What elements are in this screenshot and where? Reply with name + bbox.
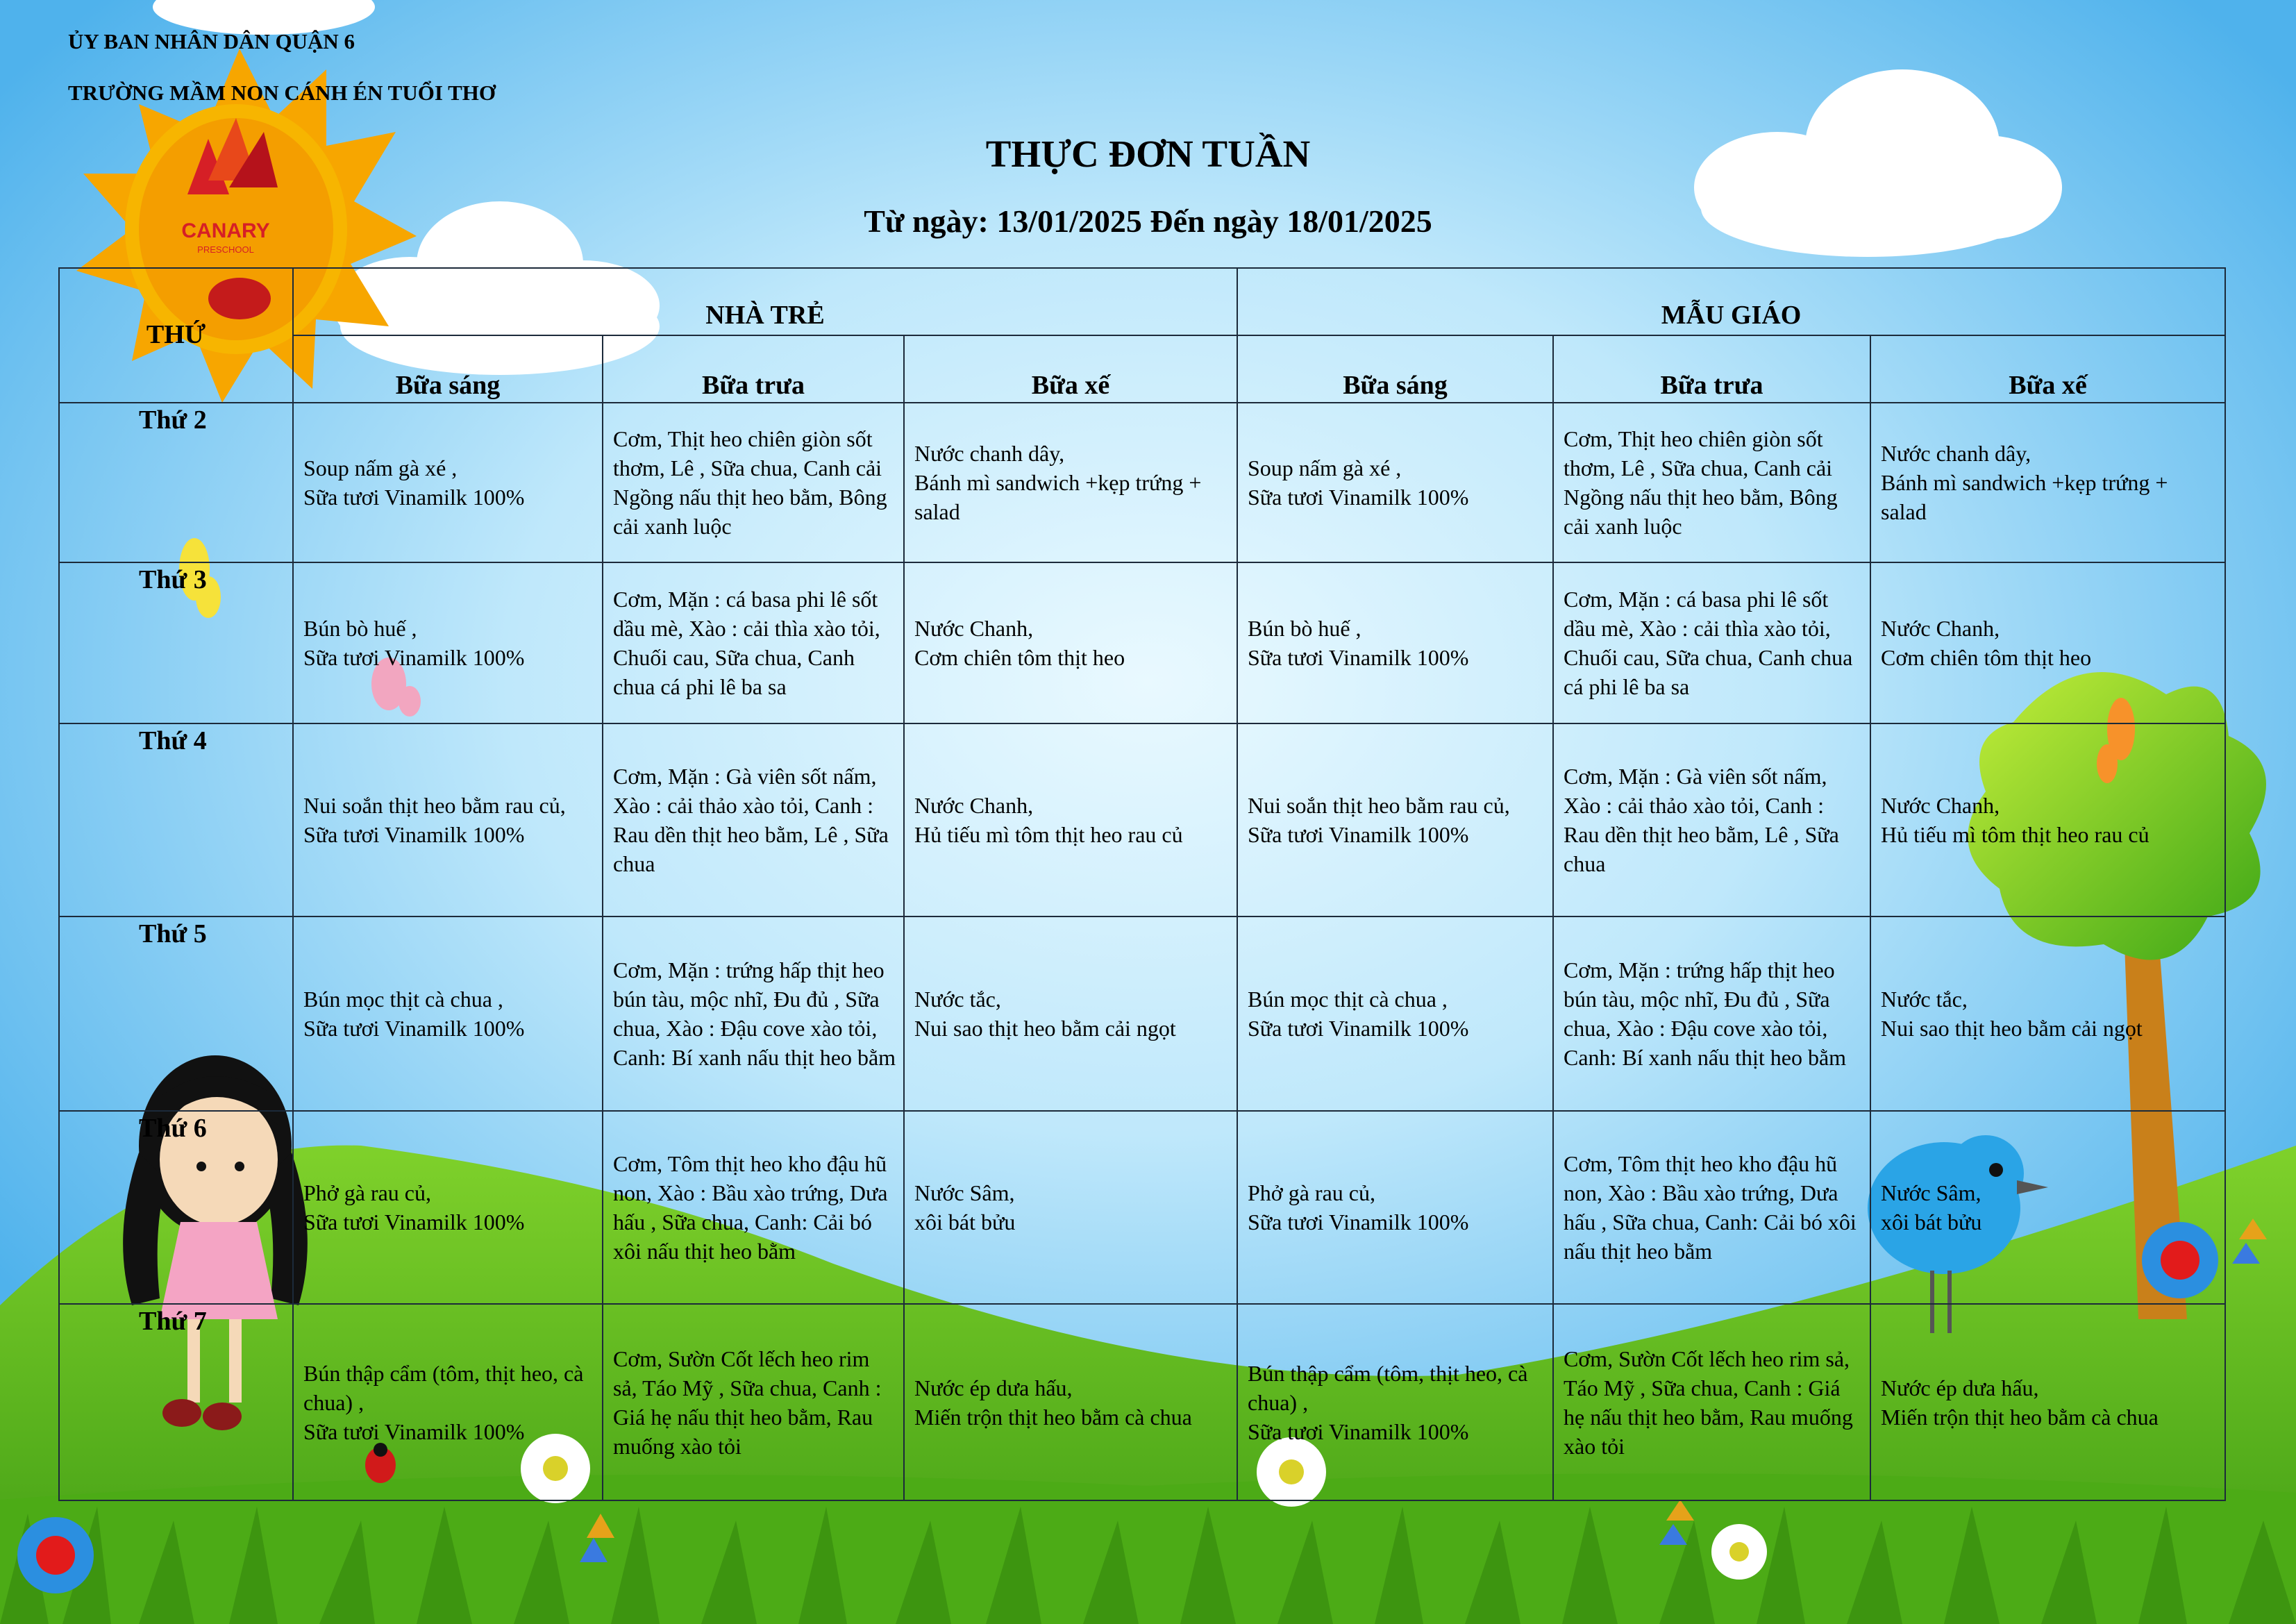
menu-cell: Soup nấm gà xé , Sữa tươi Vinamilk 100% bbox=[293, 403, 603, 562]
menu-cell: Cơm, Mặn : Gà viên sốt nấm, Xào : cải thảo xào tỏi, Canh : Rau dền thịt heo bằm, Lê , Sữa chua bbox=[603, 723, 904, 916]
daisy-icon bbox=[1711, 1524, 1767, 1580]
table-row bbox=[59, 403, 2225, 562]
menu-cell: Bún bò huế , Sữa tươi Vinamilk 100% bbox=[293, 562, 603, 723]
meal-header: Bữa trưa bbox=[1553, 335, 1870, 403]
menu-cell: Cơm, Tôm thịt heo kho đậu hũ non, Xào : Bầu xào trứng, Dưa hấu , Sữa chua, Canh: Cải bó xôi nấu thịt heo bằm bbox=[603, 1111, 904, 1304]
day-label: Thứ 6 bbox=[59, 1111, 293, 1304]
day-label: Thứ 7 bbox=[59, 1304, 293, 1500]
menu-cell: Cơm, Thịt heo chiên giòn sốt thơm, Lê , Sữa chua, Canh cải Ngồng nấu thịt heo bằm, Bông cải xanh luộc bbox=[603, 403, 904, 562]
menu-cell: Nước Chanh, Cơm chiên tôm thịt heo bbox=[1870, 562, 2225, 723]
meal-header: Bữa xế bbox=[1870, 335, 2225, 403]
table-row bbox=[59, 1111, 2225, 1304]
menu-cell: Nui soắn thịt heo bằm rau củ, Sữa tươi Vinamilk 100% bbox=[293, 723, 603, 916]
menu-cell: Nước Chanh, Cơm chiên tôm thịt heo bbox=[904, 562, 1237, 723]
menu-cell: Cơm, Sườn Cốt lếch heo rim sả, Táo Mỹ , Sữa chua, Canh : Giá hẹ nấu thịt heo bằm, Rau muống xào tỏi bbox=[603, 1304, 904, 1500]
org-name-district: ỦY BAN NHÂN DÂN QUẬN 6 bbox=[68, 29, 355, 53]
day-column-header: THỨ bbox=[59, 268, 293, 403]
table-row bbox=[59, 916, 2225, 1111]
menu-cell: Cơm, Mặn : Gà viên sốt nấm, Xào : cải thảo xào tỏi, Canh : Rau dền thịt heo bằm, Lê , Sữa chua bbox=[1553, 723, 1870, 916]
meal-header: Bữa trưa bbox=[603, 335, 904, 403]
meal-header: Bữa sáng bbox=[1237, 335, 1553, 403]
menu-cell: Cơm, Mặn : cá basa phi lê sốt dầu mè, Xào : cải thìa xào tỏi, Chuối cau, Sữa chua, Canh chua cá phi lê ba sa bbox=[603, 562, 904, 723]
menu-cell: Nước chanh dây, Bánh mì sandwich +kẹp trứng + salad bbox=[1870, 403, 2225, 562]
menu-cell: Bún thập cẩm (tôm, thịt heo, cà chua) , Sữa tươi Vinamilk 100% bbox=[1237, 1304, 1553, 1500]
group-header-kindergarten: MẪU GIÁO bbox=[1237, 268, 2225, 335]
menu-cell: Nước ép dưa hấu, Miến trộn thịt heo bằm cà chua bbox=[1870, 1304, 2225, 1500]
menu-cell: Cơm, Tôm thịt heo kho đậu hũ non, Xào : Bầu xào trứng, Dưa hấu , Sữa chua, Canh: Cải bó xôi nấu thịt heo bằm bbox=[1553, 1111, 1870, 1304]
menu-cell: Nước tắc, Nui sao thịt heo bằm cải ngọt bbox=[1870, 916, 2225, 1111]
menu-cell: Cơm, Thịt heo chiên giòn sốt thơm, Lê , Sữa chua, Canh cải Ngồng nấu thịt heo bằm, Bông cải xanh luộc bbox=[1553, 403, 1870, 562]
menu-cell: Nước Sâm, xôi bát bửu bbox=[904, 1111, 1237, 1304]
menu-cell: Bún thập cẩm (tôm, thịt heo, cà chua) , Sữa tươi Vinamilk 100% bbox=[293, 1304, 603, 1500]
menu-cell: Nước chanh dây, Bánh mì sandwich +kẹp trứng + salad bbox=[904, 403, 1237, 562]
flower-icon bbox=[17, 1517, 94, 1593]
menu-cell: Phở gà rau củ, Sữa tươi Vinamilk 100% bbox=[293, 1111, 603, 1304]
day-label: Thứ 2 bbox=[59, 403, 293, 562]
menu-cell: Cơm, Mặn : trứng hấp thịt heo bún tàu, mộc nhĩ, Đu đủ , Sữa chua, Xào : Đậu cove xào tỏi, Canh: Bí xanh nấu thịt heo bằm bbox=[603, 916, 904, 1111]
org-name-school: TRƯỜNG MẦM NON CÁNH ÉN TUỔI THƠ bbox=[68, 81, 496, 105]
menu-cell: Cơm, Sườn Cốt lếch heo rim sả, Táo Mỹ , Sữa chua, Canh : Giá hẹ nấu thịt heo bằm, Rau muống xào tỏi bbox=[1553, 1304, 1870, 1500]
menu-cell: Nước Chanh, Hủ tiếu mì tôm thịt heo rau củ bbox=[904, 723, 1237, 916]
menu-cell: Nước Sâm, xôi bát bửu bbox=[1870, 1111, 2225, 1304]
menu-cell: Bún mọc thịt cà chua , Sữa tươi Vinamilk 100% bbox=[293, 916, 603, 1111]
menu-cell: Nước tắc, Nui sao thịt heo bằm cải ngọt bbox=[904, 916, 1237, 1111]
day-label: Thứ 5 bbox=[59, 916, 293, 1111]
menu-cell: Nui soắn thịt heo bằm rau củ, Sữa tươi Vinamilk 100% bbox=[1237, 723, 1553, 916]
menu-table bbox=[58, 267, 2226, 1501]
menu-cell: Nước ép dưa hấu, Miến trộn thịt heo bằm cà chua bbox=[904, 1304, 1237, 1500]
date-range: Từ ngày: 13/01/2025 Đến ngày 18/01/2025 bbox=[864, 203, 1432, 239]
day-label: Thứ 3 bbox=[59, 562, 293, 723]
meal-header: Bữa sáng bbox=[293, 335, 603, 403]
day-label: Thứ 4 bbox=[59, 723, 293, 916]
menu-cell: Bún mọc thịt cà chua , Sữa tươi Vinamilk 100% bbox=[1237, 916, 1553, 1111]
menu-cell: Phở gà rau củ, Sữa tươi Vinamilk 100% bbox=[1237, 1111, 1553, 1304]
table-row bbox=[59, 1304, 2225, 1500]
meal-header: Bữa xế bbox=[904, 335, 1237, 403]
table-row bbox=[59, 723, 2225, 916]
menu-cell: Nước Chanh, Hủ tiếu mì tôm thịt heo rau củ bbox=[1870, 723, 2225, 916]
menu-cell: Bún bò huế , Sữa tươi Vinamilk 100% bbox=[1237, 562, 1553, 723]
menu-cell: Soup nấm gà xé , Sữa tươi Vinamilk 100% bbox=[1237, 403, 1553, 562]
table-row bbox=[59, 562, 2225, 723]
menu-cell: Cơm, Mặn : cá basa phi lê sốt dầu mè, Xào : cải thìa xào tỏi, Chuối cau, Sữa chua, Canh chua cá phi lê ba sa bbox=[1553, 562, 1870, 723]
logo-text: CANARY bbox=[181, 219, 270, 242]
page-title: THỰC ĐƠN TUẦN bbox=[985, 133, 1311, 175]
group-header-nursery: NHÀ TRẺ bbox=[293, 268, 1237, 335]
logo-subtext: PRESCHOOL bbox=[197, 244, 254, 255]
menu-cell: Cơm, Mặn : trứng hấp thịt heo bún tàu, mộc nhĩ, Đu đủ , Sữa chua, Xào : Đậu cove xào tỏi, Canh: Bí xanh nấu thịt heo bằm bbox=[1553, 916, 1870, 1111]
